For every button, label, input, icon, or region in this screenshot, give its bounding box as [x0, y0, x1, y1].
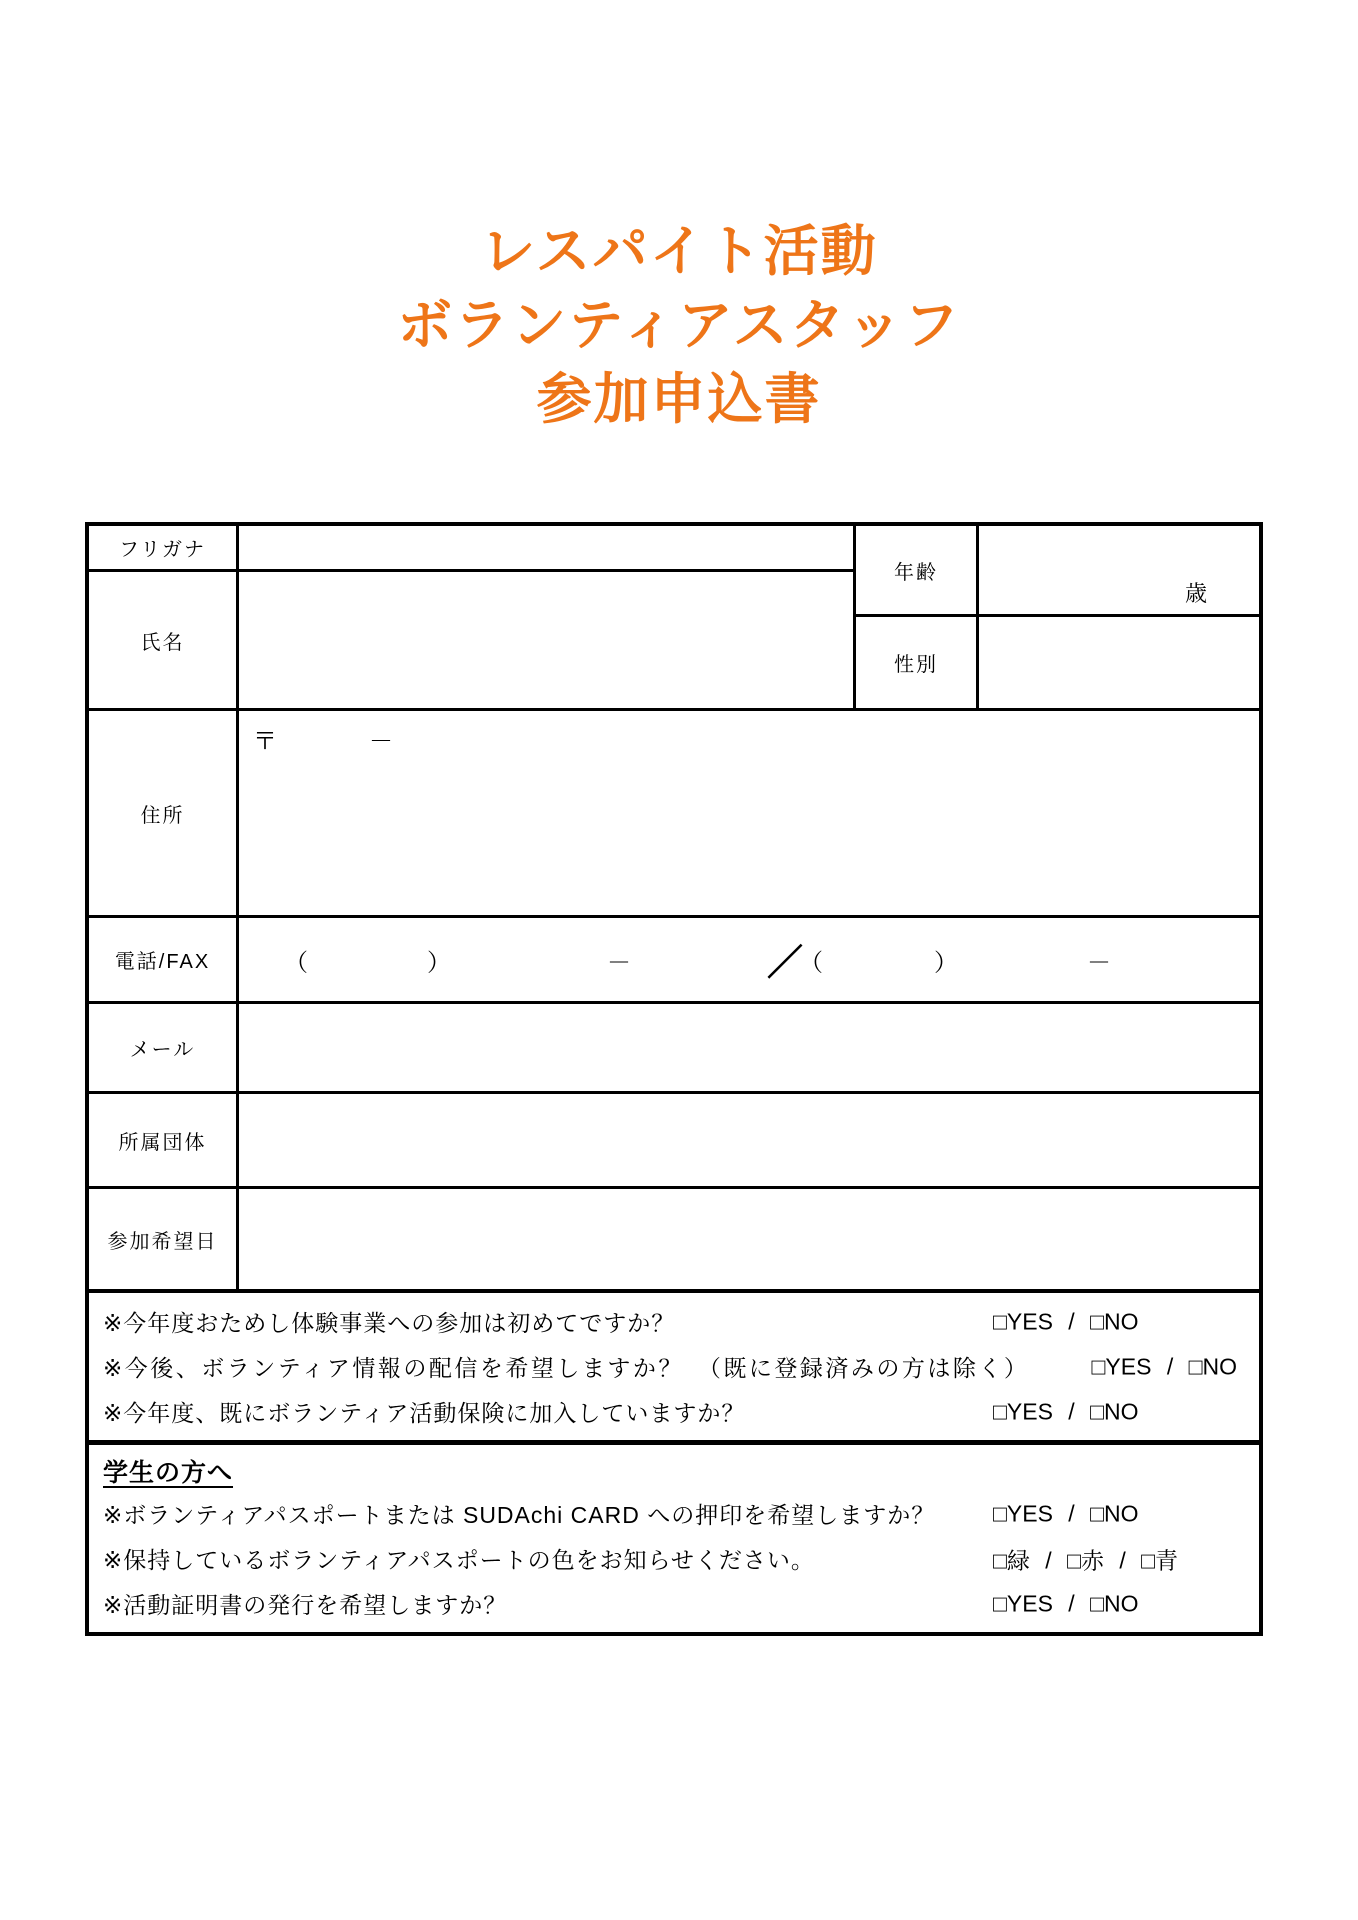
email-label: メール	[89, 1004, 239, 1091]
phone-fax-label: 電話/FAX	[89, 918, 239, 1001]
questions-section	[89, 1293, 1259, 1445]
address-row	[89, 711, 1259, 918]
form-title	[0, 0, 1358, 436]
phone-paren-open-1: （	[284, 949, 308, 976]
gender-input-area[interactable]	[979, 617, 1259, 708]
question-options-yes-no[interactable]: □YES / □NO	[993, 1590, 1139, 1616]
question-row-passport-stamp	[103, 1491, 1245, 1536]
organization-label: 所属団体	[89, 1094, 239, 1186]
question-text: ※ボランティアパスポートまたは SUDAchi CARD への押印を希望しますか？	[103, 1502, 936, 1528]
postal-mark: 〒	[253, 728, 277, 755]
email-row	[89, 1004, 1259, 1094]
question-row-info-delivery	[103, 1344, 1245, 1389]
participation-date-row	[89, 1189, 1259, 1293]
participation-date-input-area[interactable]	[239, 1189, 1259, 1289]
question-row-insurance	[103, 1389, 1245, 1434]
question-text: ※活動証明書の発行を希望しますか？	[103, 1592, 508, 1618]
phone-fax-input-area[interactable]	[239, 918, 1259, 1001]
question-row-passport-color	[103, 1536, 1245, 1581]
title-line-3: 参加申込書	[536, 368, 822, 430]
phone-paren-close-2: ）	[934, 949, 958, 976]
gender-label: 性別	[856, 617, 979, 708]
age-unit: 歳	[1184, 581, 1207, 606]
name-age-block	[89, 526, 1259, 711]
organization-row	[89, 1094, 1259, 1189]
furigana-label: フリガナ	[89, 526, 239, 572]
question-text: ※今年度おためし体験事業への参加は初めてですか？	[103, 1310, 676, 1336]
phone-dash-2: －	[1087, 949, 1111, 976]
question-row-first-time	[103, 1299, 1245, 1344]
question-options-yes-no[interactable]: □YES / □NO	[993, 1500, 1139, 1526]
address-label: 住所	[89, 711, 239, 915]
question-options-yes-no[interactable]: □YES / □NO	[993, 1398, 1139, 1424]
question-text: ※今年度、既にボランティア活動保険に加入していますか？	[103, 1400, 746, 1426]
furigana-input-area[interactable]	[239, 526, 856, 572]
age-input-area[interactable]	[979, 526, 1259, 617]
postal-code-line	[253, 721, 393, 756]
phone-paren-open-2: （	[799, 949, 823, 976]
question-text: ※保持しているボランティアパスポートの色をお知らせください。	[103, 1547, 815, 1573]
student-section-heading: 学生の方へ	[103, 1459, 234, 1487]
phone-dash-1: －	[607, 949, 631, 976]
phone-fax-row	[89, 918, 1259, 1004]
participation-date-label: 参加希望日	[89, 1189, 239, 1289]
application-form-table	[85, 522, 1263, 1636]
name-input-area[interactable]	[239, 572, 856, 708]
organization-input-area[interactable]	[239, 1094, 1259, 1186]
address-input-area[interactable]	[239, 711, 1259, 915]
phone-fax-slash: ／	[767, 941, 804, 982]
title-line-1: レスパイト活動	[480, 220, 878, 282]
question-text: ※今後、ボランティア情報の配信を希望しますか？ （既に登録済みの方は除く）	[103, 1355, 1030, 1381]
phone-paren-close-1: ）	[427, 949, 451, 976]
phone-template	[239, 918, 1259, 1001]
question-row-certificate	[103, 1581, 1245, 1626]
question-options-yes-no[interactable]: □YES / □NO	[993, 1308, 1139, 1334]
postal-dash: －	[369, 728, 393, 755]
email-input-area[interactable]	[239, 1004, 1259, 1091]
name-label: 氏名	[89, 572, 239, 708]
question-options-yes-no[interactable]: □YES / □NO	[1091, 1353, 1237, 1379]
age-label: 年齢	[856, 526, 979, 617]
title-line-2: ボランティアスタッフ	[397, 294, 961, 356]
student-section	[89, 1445, 1259, 1632]
question-options-colors[interactable]: □緑 / □赤 / □青	[993, 1547, 1179, 1573]
